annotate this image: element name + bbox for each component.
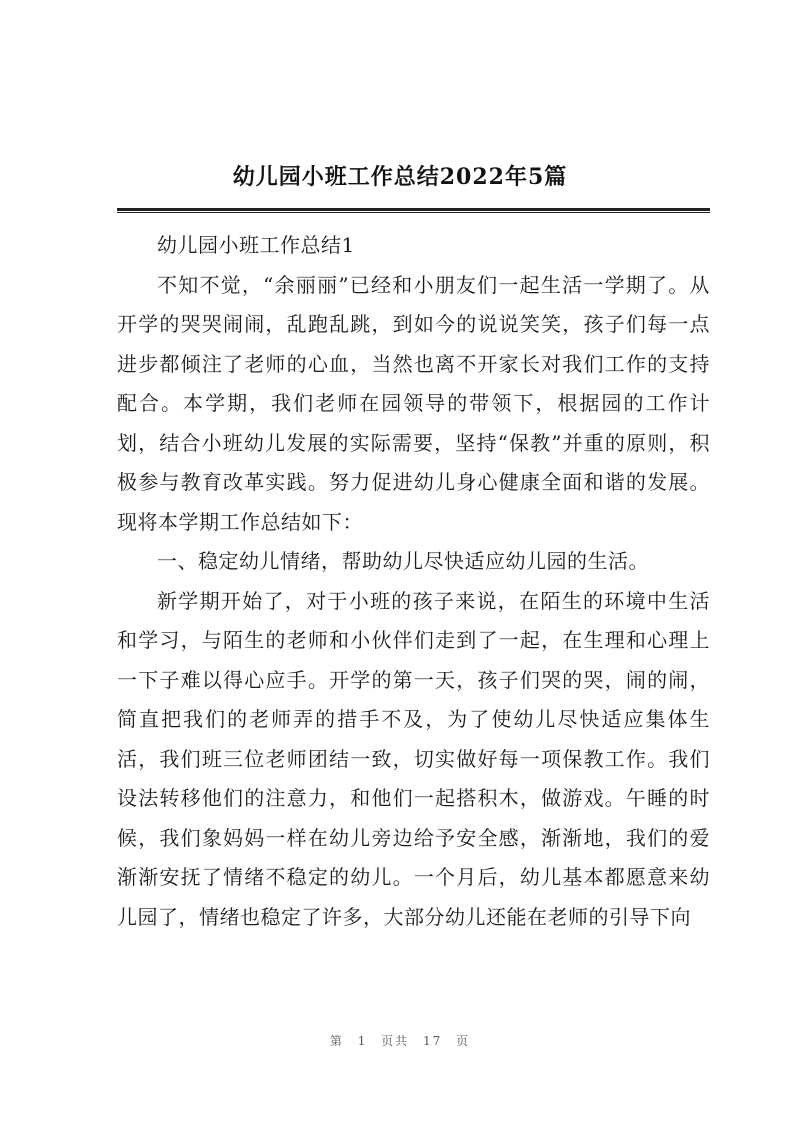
footer-prefix: 第	[329, 1034, 344, 1048]
subsection-heading: 一、稳定幼儿情绪，帮助幼儿尽快适应幼儿园的生活。	[157, 549, 649, 573]
section-heading: 幼儿园小班工作总结1	[157, 233, 355, 257]
document-title: 幼儿园小班工作总结2022年5篇	[232, 164, 568, 190]
footer-mid: 页共	[381, 1034, 410, 1048]
document-body	[117, 226, 710, 937]
body-paragraph: 新学期开始了，对于小班的孩子来说，在陌生的环境中生活和学习，与陌生的老师和小伙伴们走到了一起，在生理和心理上一下子难以得心应手。开学的第一天，孩子们哭的哭，闹的闹，简直把我们的老师弄的措手不及，为了使幼儿尽快适应集体生活，我们班三位老师团结一致，切实做好每一项保教工作。我们设法转移他们的注意力，和他们一起搭积木，做游戏。午睡的时候，我们象妈妈一样在幼儿旁边给予安全感，渐渐地，我们的爱渐渐安抚了情绪不稳定的幼儿。一个月后，幼儿基本都愿意来幼儿园了，情绪也稳定了许多，大部分幼儿还能在老师的引导下向	[117, 588, 710, 929]
body-paragraph: 不知不觉，“余丽丽”已经和小朋友们一起生活一学期了。从开学的哭哭闹闹，乱跑乱跳，到如今的说说笑笑，孩子们每一点进步都倾注了老师的心血，当然也离不开家长对我们工作的支持配合。本学期，我们老师在园领导的带领下，根据园的工作计划，结合小班幼儿发展的实际需要，坚持“保教”并重的原则，积极参与教育改革实践。努力促进幼儿身心健康全面和谐的发展。现将本学期工作总结如下：	[117, 272, 710, 534]
title-divider	[117, 208, 710, 213]
footer-page-current: 1	[357, 1034, 368, 1048]
page-footer	[0, 1032, 800, 1049]
footer-page-total: 17	[423, 1034, 443, 1048]
footer-suffix: 页	[456, 1034, 471, 1048]
